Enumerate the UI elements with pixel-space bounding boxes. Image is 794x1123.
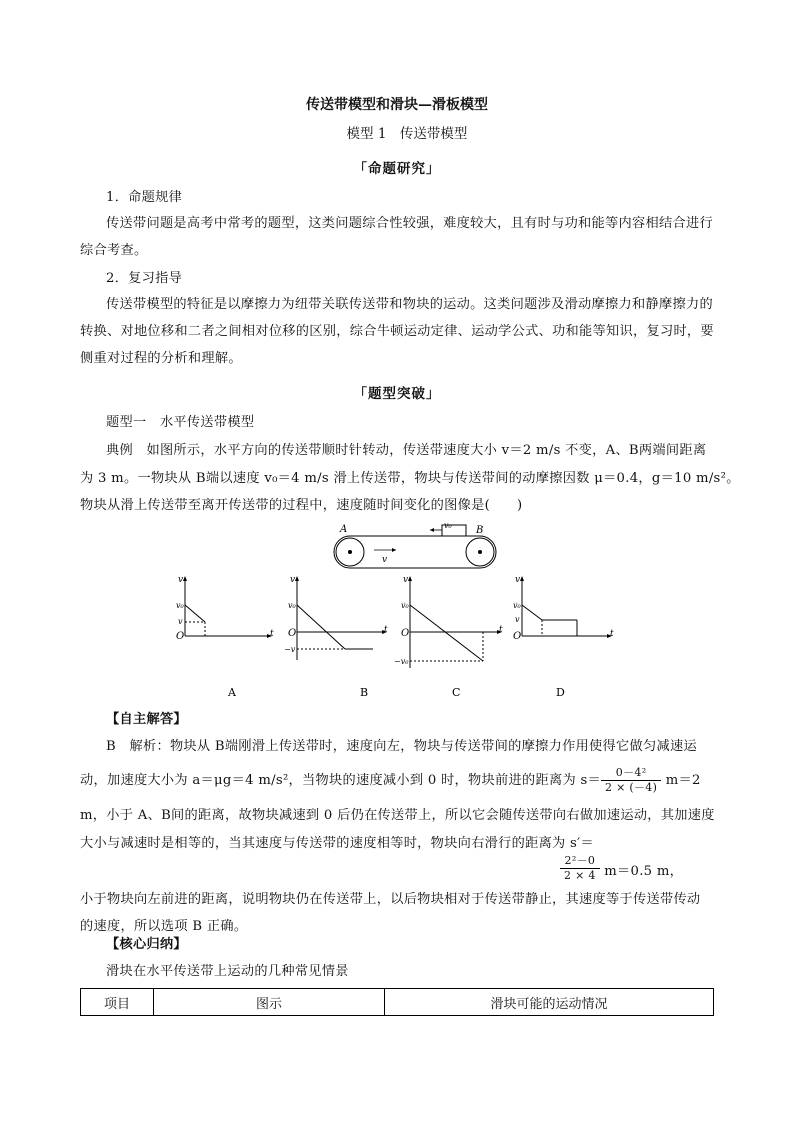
- origin-A: O: [176, 631, 185, 642]
- tick-v-A: v: [178, 617, 183, 626]
- answer-line-2: 动，加速度大小为 a＝μg＝4 m/s²，当物块的速度减小到 0 时，物块前进的距离为 s＝ $\frac{\text{0－4²}}{2 \times (-4)}$ m＝2: [80, 766, 701, 794]
- col-item: 项目: [81, 989, 154, 1016]
- answer-line-5: 小于物块向左前进的距离，说明物块仍在传送带上，以后物块相对于传送带静止，其速度等于传送带传动: [80, 892, 701, 907]
- fraction-s-prime: $\frac{\text{2²－0}}{2 \times 4}$: [560, 854, 600, 883]
- axis-v-C: v: [403, 575, 409, 585]
- answer-line-4: 大小与减速时是相等的，当其速度与传送带的速度相等时，物块向右滑行的距离为 s′＝: [80, 836, 594, 851]
- research-heading-1: 1．命题规律: [106, 190, 183, 205]
- page-subtitle: 模型 1 传送带模型: [346, 126, 468, 142]
- tick-v0-D: v₀: [513, 601, 521, 610]
- research-paragraph-1: 传送带问题是高考中常考的题型，这类问题综合性较强，难度较大，且有时与功和能等内容相结合进行综合考查。: [80, 216, 713, 258]
- summary-table: [80, 988, 714, 1016]
- summary-heading: 【核心归纳】: [106, 937, 187, 952]
- axis-v-D: v: [515, 575, 521, 585]
- graph-A: [176, 575, 274, 642]
- tick-v0-A: v₀: [176, 601, 184, 610]
- conveyor-belt-figure: [330, 520, 500, 570]
- fraction-s: $\frac{\text{0－4²}}{2 \times (-4)}$: [601, 766, 661, 795]
- answer-heading: 【自主解答】: [106, 712, 187, 727]
- belt-label-v: v: [382, 555, 388, 565]
- answer-line-4b: $\frac{\text{2²－0}}{2 \times 4}$ m＝0.5 m，: [560, 858, 760, 885]
- col-motion: 滑块可能的运动情况: [385, 989, 714, 1016]
- option-B: B: [360, 686, 369, 699]
- section-heading-research: 「命题研究」: [353, 161, 441, 177]
- tick-neg-v-B: −v: [284, 645, 296, 654]
- col-diagram: 图示: [154, 989, 385, 1016]
- axis-t-D: t: [610, 629, 614, 639]
- axis-t-B: t: [384, 625, 388, 635]
- axis-v-A: v: [178, 575, 184, 585]
- summary-caption: 滑块在水平传送带上运动的几种常见情景: [106, 964, 349, 979]
- research-paragraph-2: 传送带模型的特征是以摩擦力为纽带关联传送带和物块的运动。这类问题涉及滑动摩擦力和静摩擦力的转换、对地位移和二者之间相对位移的区别，综合牛顿运动定律、运动学公式、功和能等知识，复习时，要侧重对过程的分析和理解。: [80, 297, 714, 366]
- vt-graphs: [160, 570, 630, 705]
- option-C: C: [452, 686, 461, 699]
- answer-line-1: B 解析：物块从 B端刚滑上传送带时，速度向左，物块与传送带间的摩擦力作用使得它做匀减速运: [106, 739, 697, 754]
- answer-line-3: m，小于 A、B间的距离，故物块减速到 0 后仍在传送带上，所以它会随传送带向右做加速运动，其加速度: [80, 808, 715, 823]
- tick-v0-B: v₀: [288, 601, 296, 610]
- problem-line-3: 物块从滑上传送带至离开传送带的过程中，速度随时间变化的图像是( ): [80, 498, 523, 513]
- problem-type-label: 题型一 水平传送带模型: [106, 415, 255, 430]
- axis-t-A: t: [270, 629, 274, 639]
- graph-B: [284, 575, 388, 660]
- origin-B: O: [288, 628, 297, 639]
- tick-v-D: v: [515, 615, 520, 624]
- belt-label-v0: v₀: [444, 521, 452, 530]
- tick-v0-C: v₀: [401, 601, 409, 610]
- axis-t-C: t: [499, 625, 503, 635]
- graph-C: [394, 575, 503, 668]
- table-header-row: [81, 989, 714, 1016]
- axis-v-B: v: [290, 575, 296, 585]
- section-heading-types: 「题型突破」: [353, 386, 441, 402]
- problem-line-2: 为 3 m。一物块从 B端以速度 v₀＝4 m/s 滑上传送带，物块与传送带间的动摩擦因数 μ＝0.4，g＝10 m/s²。: [80, 471, 740, 486]
- option-D: D: [556, 686, 565, 699]
- tick-neg-v0-C: −v₀: [394, 657, 409, 666]
- option-A: A: [228, 686, 236, 699]
- belt-label-B: B: [476, 525, 484, 536]
- answer-line-6: 的速度，所以选项 B 正确。: [80, 919, 248, 934]
- problem-line-1: 典例 如图所示，水平方向的传送带顺时针转动，传送带速度大小 v＝2 m/s 不变，A、B两端间距离: [106, 443, 707, 458]
- origin-C: O: [401, 628, 410, 639]
- belt-label-A: A: [340, 524, 348, 535]
- page-title: 传送带模型和滑块—滑板模型: [306, 97, 488, 113]
- origin-D: O: [513, 631, 522, 642]
- graph-D: [513, 575, 614, 642]
- research-heading-2: 2．复习指导: [106, 271, 183, 286]
